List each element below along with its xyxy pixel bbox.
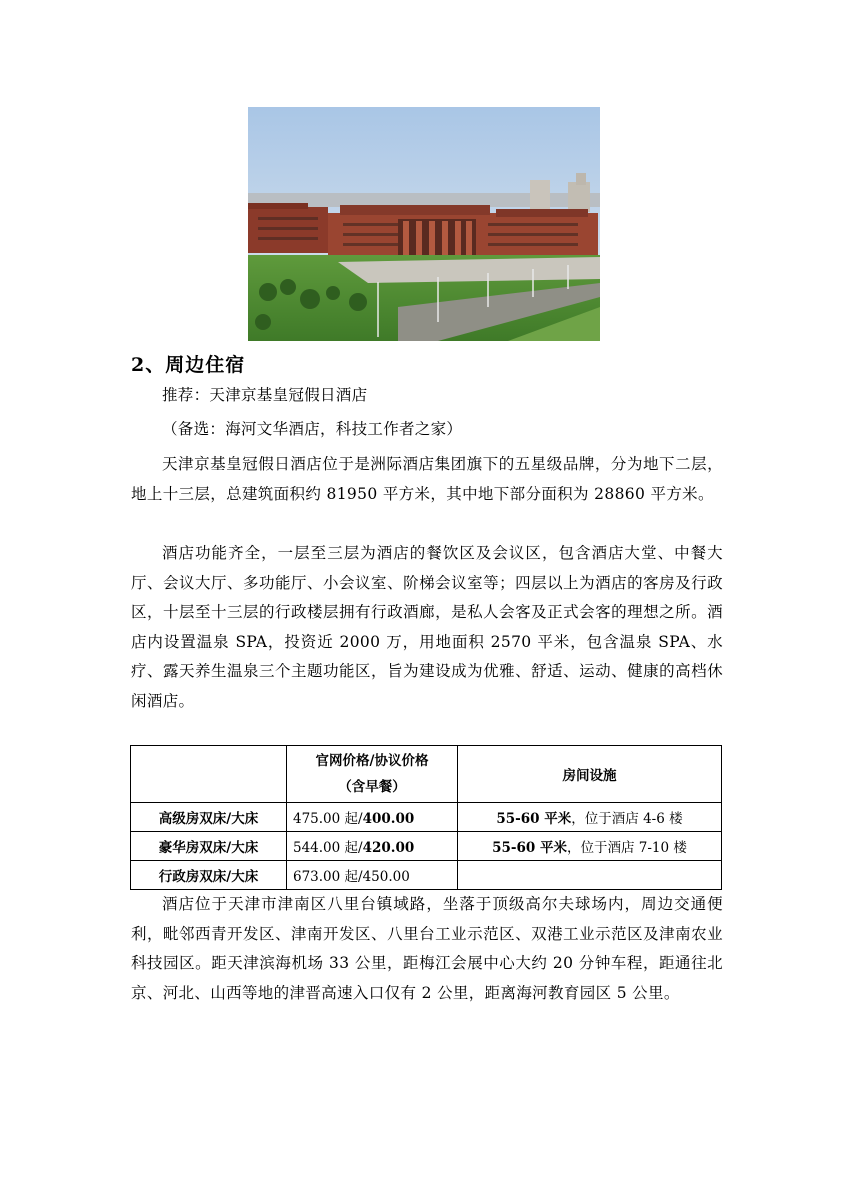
table-row <box>131 832 722 861</box>
alternate-hotels: （备选：海河文华酒店，科技工作者之家） <box>162 420 463 438</box>
paragraph-hotel-facilities: 酒店功能齐全，一层至三层为酒店的餐饮区及会议区，包含酒店大堂、中餐大厅、会议大厅、多功能厅、小会议室、阶梯会议室等；四层以上为酒店的客房及行政区，十层至十三层的行政楼层拥有行政酒廊，是私人会客及正式会客的理想之所。酒店内设置温泉 SPA，投资近 2000 万，用地面积 2570 平米，包含温泉 SPA、水疗、露天养生温泉三个主题功能区，旨为建设成为优雅、舒适、运动、健康的高档休闲酒店。 <box>131 544 723 710</box>
facility-note: ，位于酒店 7-10 楼 <box>566 840 687 856</box>
room-type: 高级房双床/大床 <box>131 803 287 832</box>
room-facilities <box>458 803 722 832</box>
price-deal: 420.00 <box>362 840 415 856</box>
section-heading: 2、周边住宿 <box>131 354 246 376</box>
room-facilities <box>458 832 722 861</box>
price-deal: 400.00 <box>362 811 415 827</box>
price-base: 475.00 起/ <box>293 811 363 827</box>
room-price <box>287 803 458 832</box>
header-price-cell <box>287 746 458 803</box>
header-facilities-cell: 房间设施 <box>458 746 722 803</box>
header-price-label: 官网价格/协议价格 <box>315 753 429 769</box>
paragraph-hotel-overview: 天津京基皇冠假日酒店位于是洲际酒店集团旗下的五星级品牌，分为地下二层，地上十三层，总建筑面积约 81950 平方米，其中地下部分面积为 28860 平方米。 <box>131 455 723 503</box>
price-base: 544.00 起/ <box>293 840 363 856</box>
price-base: 673.00 起/450.00 <box>293 869 410 885</box>
room-price <box>287 861 458 890</box>
room-price <box>287 832 458 861</box>
room-type: 豪华房双床/大床 <box>131 832 287 861</box>
facility-area: 55-60 平米 <box>496 811 572 827</box>
facility-area: 55-60 平米 <box>492 840 567 856</box>
recommended-hotel: 推荐：天津京基皇冠假日酒店 <box>162 386 368 404</box>
header-price-note: （含早餐） <box>338 779 406 795</box>
table-header-row <box>131 746 722 803</box>
room-type: 行政房双床/大床 <box>131 861 287 890</box>
campus-photo <box>248 107 600 341</box>
facility-note: ，位于酒店 4-6 楼 <box>571 811 683 827</box>
table-row <box>131 861 722 890</box>
room-facilities <box>458 861 722 890</box>
table-row <box>131 803 722 832</box>
paragraph-hotel-location: 酒店位于天津市津南区八里台镇域路，坐落于顶级高尔夫球场内，周边交通便利，毗邻西青开发区、津南开发区、八里台工业示范区、双港工业示范区及津南农业科技园区。距天津滨海机场 33 公里，距梅江会展中心大约 20 分钟车程，距通往北京、河北、山西等地的津晋高速入口仅有 2 公里，距离海河教育园区 5 公里。 <box>131 895 723 1002</box>
header-blank-cell <box>131 746 287 803</box>
room-price-table <box>130 745 722 890</box>
